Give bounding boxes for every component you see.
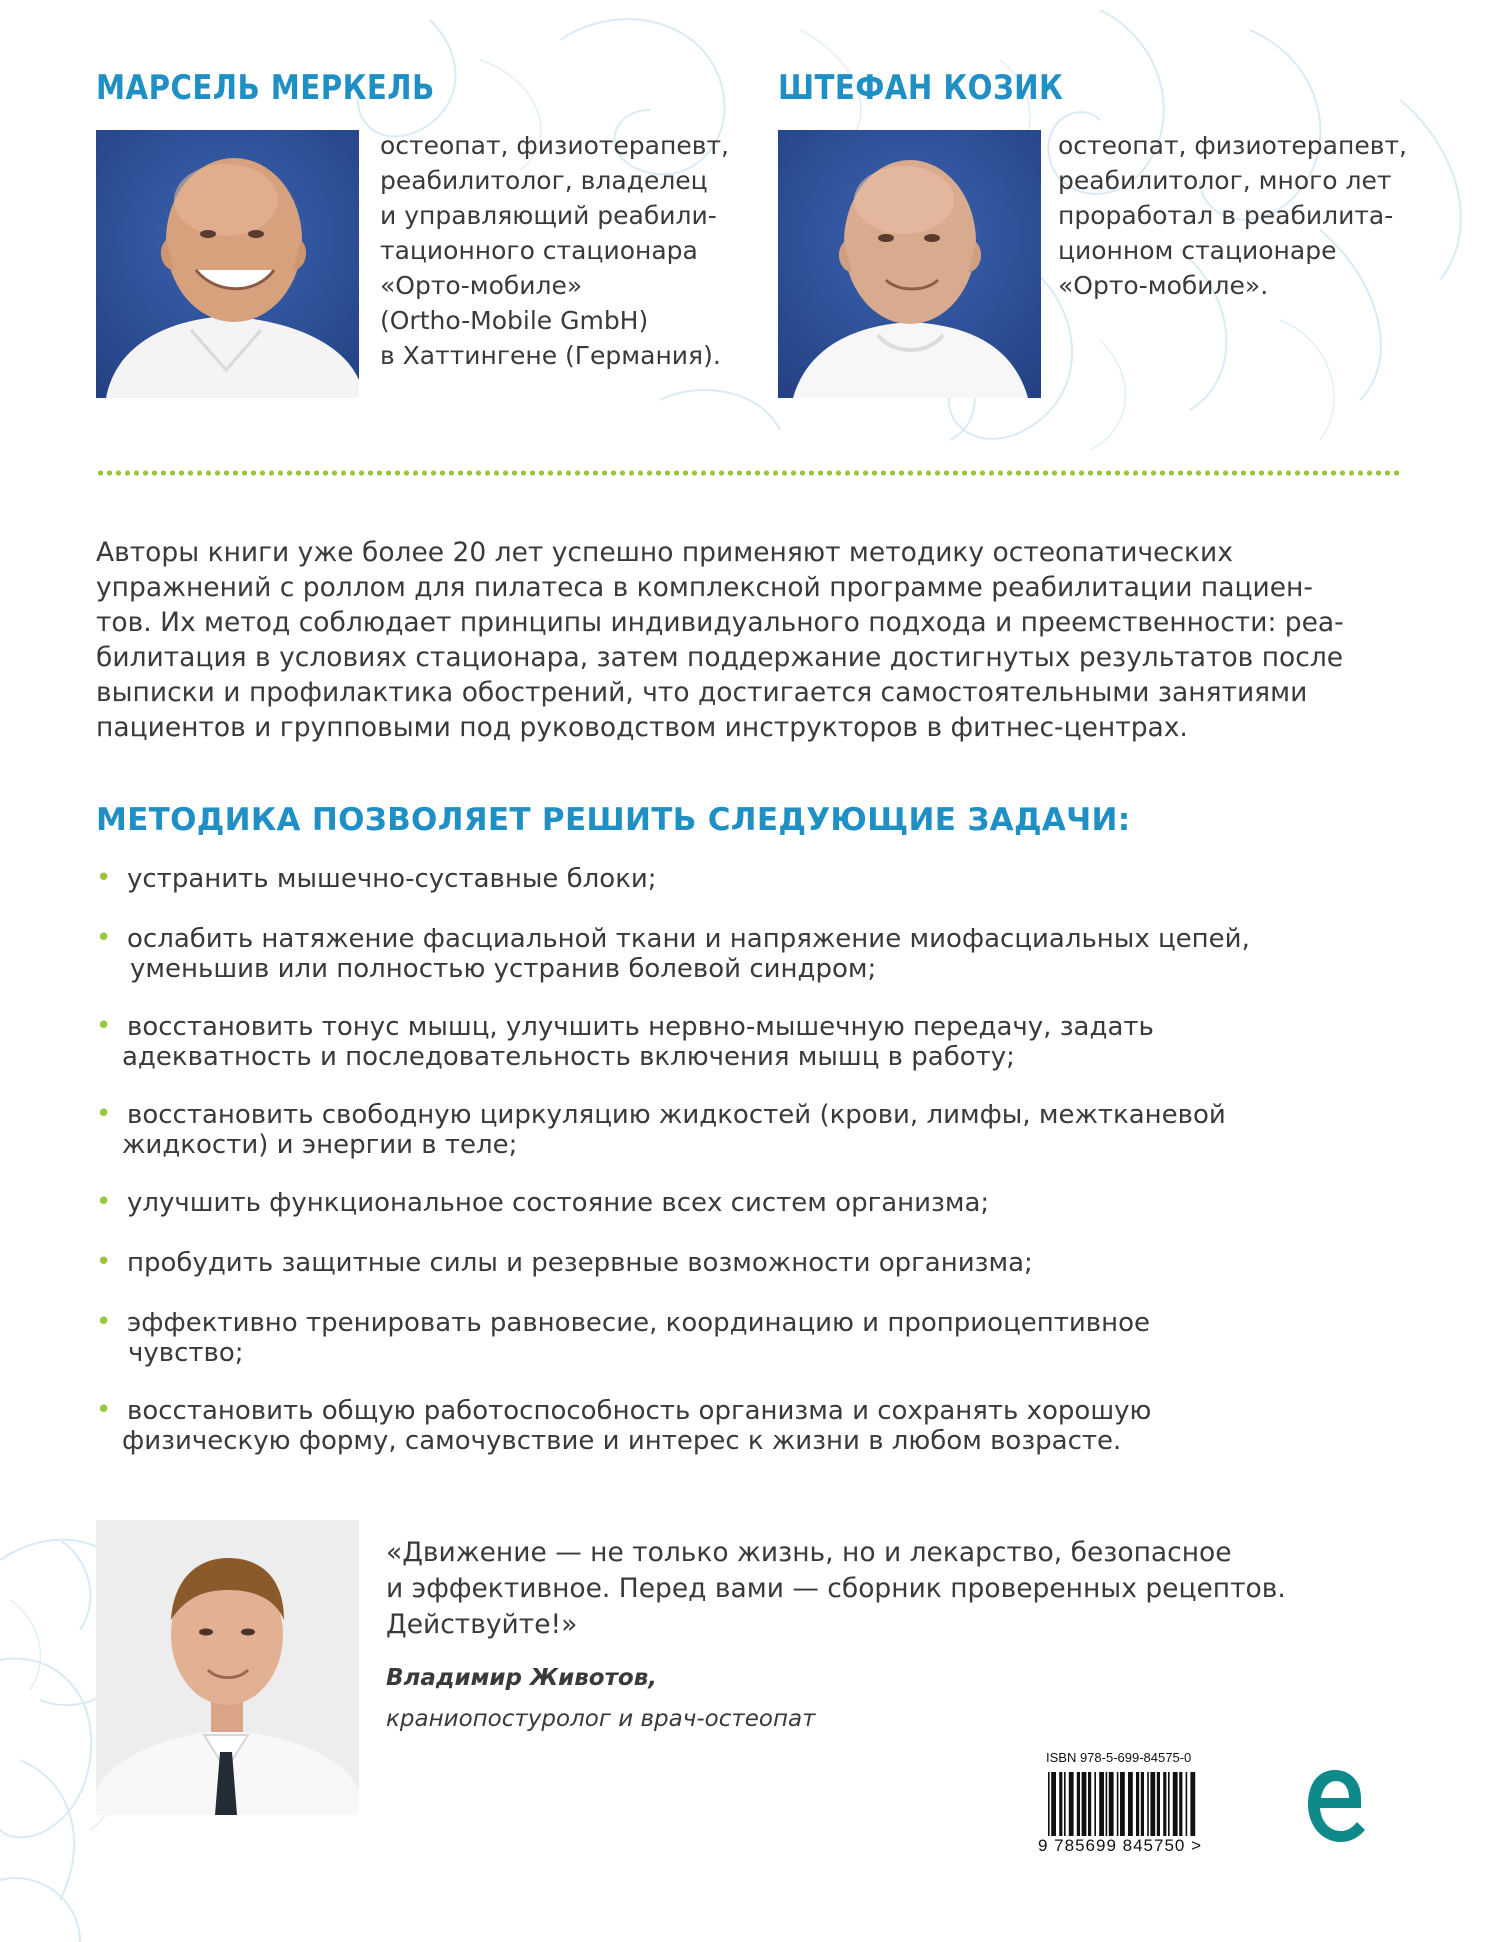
bio-line: и управляющий реабили- xyxy=(380,201,717,230)
barcode-bar xyxy=(1077,1772,1080,1836)
author-photo-merkel xyxy=(96,130,359,398)
bio-line: реабилитолог, много лет xyxy=(1058,166,1392,195)
task-line: восстановить тонус мышц, улучшить нервно-мышечную передачу, задать xyxy=(127,1012,1154,1042)
bullet-icon: • xyxy=(96,1099,112,1129)
task-line: уменьшив или полностью устранив болевой синдром; xyxy=(130,954,877,984)
bio-line: остеопат, физиотерапевт, xyxy=(1058,131,1407,160)
task-line: ослабить натяжение фасциальной ткани и напряжение миофасциальных цепей, xyxy=(127,924,1250,954)
task-line: эффективно тренировать равновесие, координацию и проприоцептивное xyxy=(127,1308,1151,1338)
list-item xyxy=(96,1188,1426,1218)
dotted-divider xyxy=(96,470,1400,476)
bio-line: «Орто-мобиле». xyxy=(1058,271,1269,300)
list-item xyxy=(96,1308,1426,1368)
bullet-icon: • xyxy=(96,1395,112,1425)
list-item xyxy=(96,1012,1426,1072)
task-line: чувство; xyxy=(128,1338,244,1368)
barcode-bar xyxy=(1120,1772,1125,1836)
list-item xyxy=(96,1100,1426,1160)
bio-line: реабилитолог, владелец xyxy=(380,166,708,195)
intro-line: выписки и профилактика обострений, что достигается самостоятельными занятиями xyxy=(96,677,1308,708)
isbn-block xyxy=(1038,1748,1250,1858)
list-item xyxy=(96,864,1426,894)
barcode-bar xyxy=(1051,1772,1056,1836)
task-line: физическую форму, самочувствие и интерес к жизни в любом возрасте. xyxy=(122,1426,1122,1456)
task-line: устранить мышечно-суставные блоки; xyxy=(127,864,657,894)
barcode-bar xyxy=(1141,1772,1144,1836)
quote-author-name: Владимир Животов, xyxy=(386,1665,658,1691)
bullet-icon: • xyxy=(96,1187,112,1217)
barcode-bar xyxy=(1069,1772,1074,1836)
bullet-icon: • xyxy=(96,863,112,893)
barcode-bar xyxy=(1048,1772,1050,1836)
barcode-bar xyxy=(1109,1772,1114,1836)
quote-line: «Движение — не только жизнь, но и лекарство, безопасное xyxy=(386,1537,1232,1568)
bio-line: ционном стационаре xyxy=(1058,236,1337,265)
quote-text xyxy=(386,1535,1286,1643)
barcode-bar xyxy=(1150,1772,1155,1836)
barcode-bar xyxy=(1157,1772,1160,1836)
list-item xyxy=(96,1248,1426,1278)
quote-line: Действуйте!» xyxy=(386,1609,578,1640)
barcode-bar xyxy=(1136,1772,1139,1836)
list-item xyxy=(96,924,1426,984)
barcode-bar xyxy=(1064,1772,1066,1836)
intro-line: упражнений с роллом для пилатеса в комплексной программе реабилитации пациен- xyxy=(96,572,1313,603)
barcode-bar xyxy=(1163,1772,1166,1836)
bullet-icon: • xyxy=(96,1307,112,1337)
author-photo-kozik xyxy=(778,130,1041,398)
task-line: улучшить функциональное состояние всех систем организма; xyxy=(127,1188,990,1218)
barcode-digits: 9 785699 845750 > xyxy=(1038,1836,1203,1855)
author-bio-merkel xyxy=(380,128,729,373)
intro-line: пациентов и групповыми под руководством инструкторов в фитнес-центрах. xyxy=(96,712,1188,743)
intro-line: билитация в условиях стационара, затем поддержание достигнутых результатов после xyxy=(96,642,1344,673)
task-line: жидкости) и энергии в теле; xyxy=(122,1130,518,1160)
barcode xyxy=(1042,1772,1246,1836)
tasks-heading: МЕТОДИКА ПОЗВОЛЯЕТ РЕШИТЬ СЛЕДУЮЩИЕ ЗАДАЧИ: xyxy=(96,802,1131,838)
barcode-bar xyxy=(1186,1772,1188,1836)
barcode-bar xyxy=(1179,1772,1182,1836)
publisher-logo-icon xyxy=(1303,1762,1371,1850)
bio-line: проработал в реабилита- xyxy=(1058,201,1394,230)
task-line: адекватность и последовательность включения мышц в работу; xyxy=(122,1042,1015,1072)
barcode-bar xyxy=(1147,1772,1149,1836)
barcode-bar xyxy=(1117,1772,1119,1836)
author-name-kozik: ШТЕФАН КОЗИК xyxy=(778,68,1064,108)
bio-line: в Хаттингене (Германия). xyxy=(380,341,721,370)
barcode-bar xyxy=(1168,1772,1170,1836)
bio-line: «Орто-мобиле» xyxy=(380,271,583,300)
author-bio-kozik xyxy=(1058,128,1407,303)
barcode-bar xyxy=(1088,1772,1091,1836)
intro-line: Авторы книги уже более 20 лет успешно применяют методику остеопатических xyxy=(96,537,1233,568)
barcode-bar xyxy=(1099,1772,1104,1836)
barcode-bar xyxy=(1082,1772,1087,1836)
bullet-icon: • xyxy=(96,1247,112,1277)
bullet-icon: • xyxy=(96,1011,112,1041)
quote-author-role: краниопостуролог и врач-остеопат xyxy=(386,1706,816,1732)
barcode-bar xyxy=(1128,1772,1133,1836)
bio-line: тационного стационара xyxy=(380,236,698,265)
isbn-label: ISBN 978-5-699-84575-0 xyxy=(1046,1750,1192,1765)
task-line: восстановить общую работоспособность организма и сохранять хорошую xyxy=(127,1396,1152,1426)
quote-author-photo xyxy=(96,1520,359,1815)
barcode-bar xyxy=(1059,1772,1062,1836)
list-item xyxy=(96,1396,1426,1456)
bio-line: (Ortho-Mobile GmbH) xyxy=(380,306,649,335)
barcode-bar xyxy=(1173,1772,1178,1836)
barcode-bar xyxy=(1190,1772,1195,1836)
intro-paragraph xyxy=(96,535,1416,745)
bullet-icon: • xyxy=(96,923,112,953)
quote-line: и эффективное. Перед вами — сборник проверенных рецептов. xyxy=(386,1573,1286,1604)
barcode-bar xyxy=(1094,1772,1096,1836)
author-name-merkel: МАРСЕЛЬ МЕРКЕЛЬ xyxy=(96,68,435,108)
task-line: пробудить защитные силы и резервные возможности организма; xyxy=(127,1248,1033,1278)
intro-line: тов. Их метод соблюдает принципы индивидуального подхода и преемственности: реа- xyxy=(96,607,1344,638)
bio-line: остеопат, физиотерапевт, xyxy=(380,131,729,160)
task-line: восстановить свободную циркуляцию жидкостей (крови, лимфы, межтканевой xyxy=(127,1100,1226,1130)
barcode-bar xyxy=(1106,1772,1108,1836)
